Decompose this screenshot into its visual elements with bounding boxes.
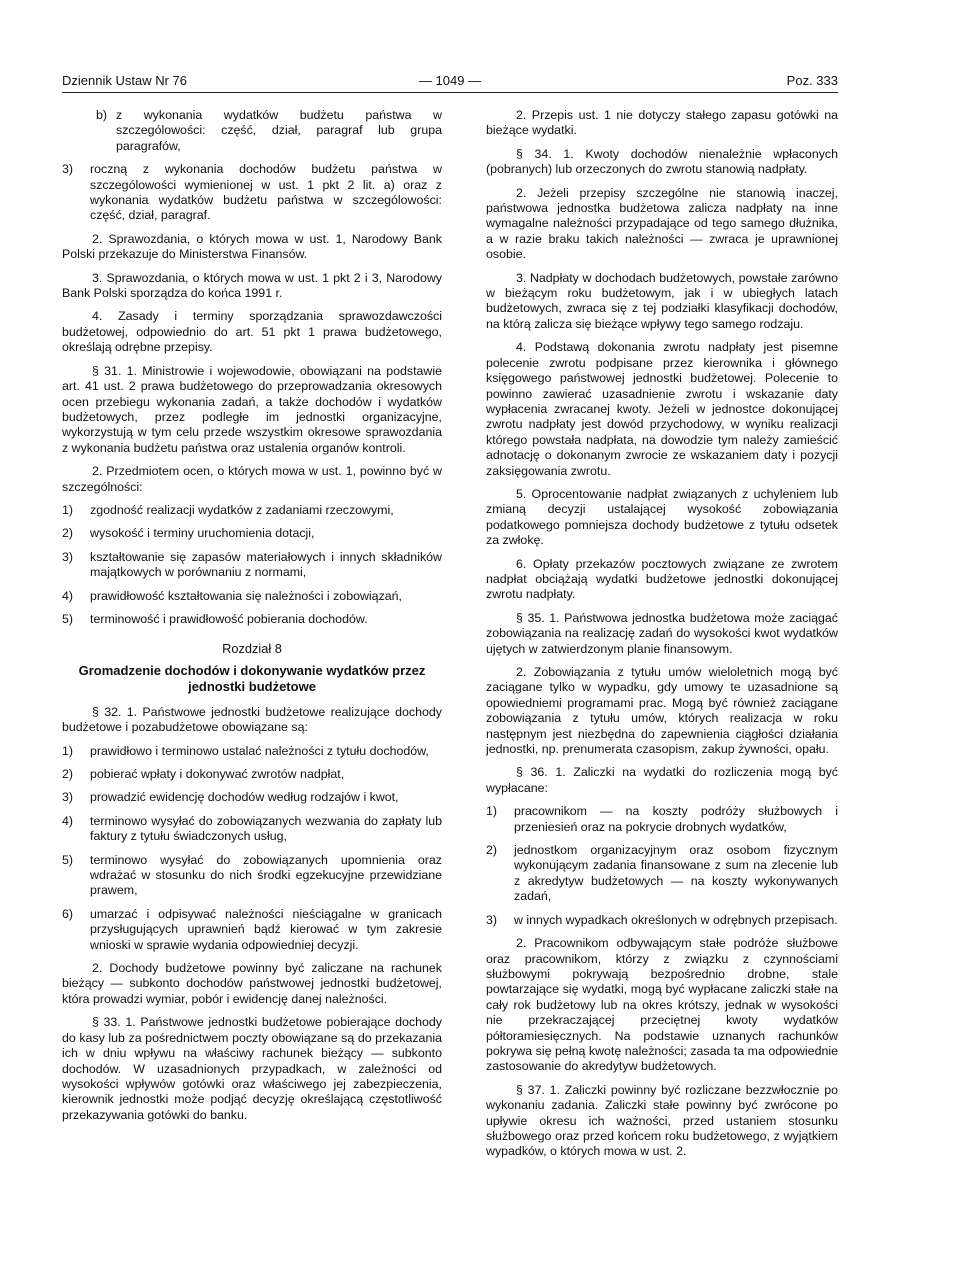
list-item	[62, 907, 442, 953]
section-34-3: 3. Nadpłaty w dochodach budżetowych, powstałe zarówno w bieżącym roku budżetowym, jak i w ubiegłych latach budżetowych, zwraca się z tej podziałki klasyfikacji dochodów, na którą zalicza się bieżące wpływy tego samego rodzaju.	[486, 270, 838, 331]
list-item-3	[62, 162, 442, 224]
item-number: 4)	[62, 588, 74, 603]
section-31-2: 2. Przedmiotem ocen, o których mowa w ust. 1, powinno być w szczególności:	[62, 464, 442, 494]
section-34-4: 4. Podstawą dokonania zwrotu nadpłaty jest pisemne polecenie zwrotu podpisane przez kierownika i głównego księgowego państwowej jednostki budżetowej. Polecenie to powinno zawierać uzasadnienie zwrotu i wskazanie daty wypłacenia zwracanej kwoty. Jeżeli w jednostce dokonującej zwrotu nadpłaty jest dowód przychodowy, w wyniku realizacji którego powstała nadpłata, na dowodzie tym należy zamieścić adnotację o dokonanym zwrocie ze wskazaniem daty i pozycji zaksięgowania zwrotu.	[486, 340, 838, 478]
item-number: 1)	[486, 804, 498, 819]
item-text: pobierać wpłaty i dokonywać zwrotów nadpłat,	[90, 767, 345, 781]
item-number: 3)	[486, 912, 498, 927]
list-item	[62, 550, 442, 581]
item-number: 3)	[62, 790, 74, 805]
list-item	[62, 503, 442, 518]
header-rule	[62, 92, 838, 93]
item-text: terminowo wysyłać do zobowiązanych wezwania do zapłaty lub faktury z tytułu świadczonych usług,	[90, 813, 442, 844]
item-text: terminowo wysyłać do zobowiązanych upomnienia oraz wdrażać w stosunku do nich środki egzekucyjne przewidziane prawem,	[90, 852, 442, 898]
item-text: jednostkom organizacyjnym oraz osobom fizycznym wykonującym zadania finansowane z sum na zlecenie lub z akredytyw budżetowych — na koszty wykonywanych zadań,	[514, 843, 838, 904]
section-32-1: § 32. 1. Państwowe jednostki budżetowe realizujące dochody budżetowe i pozabudżetowe obowiązane są:	[62, 704, 442, 735]
section-33-2: 2. Przepis ust. 1 nie dotyczy stałego zapasu gotówki na bieżące wydatki.	[486, 108, 838, 138]
item-number: 6)	[62, 906, 74, 921]
chapter-heading: Rozdział 8	[222, 641, 282, 657]
section-34-6: 6. Opłaty przekazów pocztowych związane ze zwrotem nadpłat obciążają wydatki budżetowe jednostki dokonującej zwrotu nadpłaty.	[486, 556, 838, 602]
item-number: 2)	[62, 526, 74, 541]
section-31-list	[62, 503, 442, 627]
page-number: — 1049 —	[418, 73, 482, 88]
list-item-b	[62, 108, 442, 154]
list-item	[62, 767, 442, 782]
section-33-1: § 33. 1. Państwowe jednostki budżetowe pobierające dochody do kasy lub za pośrednictwem poczty obowiązane są do przekazania ich w dniu wpływu na właściwy rachunek bieżący — subkonto dochodów. W uzasadnionych przypadkach, w zależności od wysokości wpływów gotówki oraz właściwego jej zabezpieczenia, kierownik jednostki może podjąć decyzję określającą częstotliwość przekazywania gotówki do banku.	[62, 1015, 442, 1122]
list-item	[62, 790, 442, 805]
list-item	[62, 814, 442, 845]
section-37-1: § 37. 1. Zaliczki powinny być rozliczane bezzwłocznie po wykonaniu zadania. Zaliczki stałe powinny być zwrócone po upływie okresu ich ważności, przed ustaniem stosunku służbowego oraz przed końcem roku budżetowego, z wyjątkiem wypadków, o których mowa w ust. 2.	[486, 1082, 838, 1159]
item-text: kształtowanie się zapasów materiałowych i innych składników majątkowych w porównaniu z normami,	[90, 549, 442, 580]
item-text: z wykonania wydatków budżetu państwa w szczególowości: część, dział, paragraf lub grupa paragrafów,	[116, 108, 442, 153]
list-item	[62, 589, 442, 604]
list-item	[62, 526, 442, 541]
journal-title: Dziennik Ustaw Nr 76	[62, 73, 187, 88]
list-item	[486, 843, 838, 905]
section-36-list	[486, 804, 838, 928]
list-item	[486, 804, 838, 835]
section-36-1: § 36. 1. Zaliczki na wydatki do rozliczenia mogą być wypłacane:	[486, 765, 838, 795]
item-number: 3)	[62, 549, 74, 564]
item-number: 5)	[62, 852, 74, 867]
item-number: 2)	[486, 843, 498, 858]
item-number: 5)	[62, 611, 74, 626]
list-item	[62, 612, 442, 627]
page-header	[62, 72, 838, 94]
item-text: zgodność realizacji wydatków z zadaniami rzeczowymi,	[90, 502, 394, 517]
section-35-1: § 35. 1. Państwowa jednostka budżetowa może zaciągać zobowiązania na realizację zadań do wysokości kwot wydatków ujętych w zatwierdzonym planie finansowym.	[486, 610, 838, 656]
section-34-1: § 34. 1. Kwoty dochodów nienależnie wpłaconych (pobranych) lub orzeczonych do zwrotu stanowią nadpłaty.	[486, 146, 838, 177]
item-text: roczną z wykonania dochodów budżetu państwa w szczególowości wymienionej w ust. 1 pkt 2 lit. a) oraz z wykonania wydatków budżetu państwa w szczególowości: część, dział, paragraf.	[90, 162, 442, 223]
item-text: pracownikom — na koszty podróży służbowych i przeniesień oraz na pokrycie drobnych wydatków,	[514, 804, 838, 834]
chapter-title: Gromadzenie dochodów i dokonywanie wydatków przez jednostki budżetowe	[78, 662, 426, 694]
section-35-2: 2. Zobowiązania z tytułu umów wieloletnich mogą być zaciągane tylko w wypadku, gdy umowy te uzasadnione są opowiedniemi programami prac. Mogą być również zaciągane zobowiązania z tytułu umów, których realizacja w roku następnym jest niezbędna do zapewnienia ciągłości działania jednostki, np. prenumerata czasopism, zakup żywności, opału.	[486, 665, 838, 757]
item-text: wysokość i terminy uruchomienia dotacji,	[90, 526, 315, 541]
item-number: 2)	[62, 767, 74, 781]
list-item	[62, 853, 442, 899]
item-text: prawidłowo i terminowo ustalać należności z tytułu dochodów,	[90, 743, 429, 758]
item-text: terminowość i prawidłowość pobierania dochodów.	[90, 611, 368, 626]
section-31-1: § 31. 1. Ministrowie i wojewodowie, obowiązani na podstawie art. 41 ust. 2 prawa budżetowego do przeprowadzania okresowych ocen przebiegu wykonania zadań, a także dochodów i wydatków budżetowych, przez podległe im jednostki organizacyjne, wykorzystują w tym celu przede wszystkim okresowe sprawozdania z wykonania budżetu państwa oraz ustalenia organów kontroli.	[62, 363, 442, 455]
item-number: 3)	[62, 162, 74, 177]
position-number: Poz. 333	[786, 73, 838, 88]
section-32-2: 2. Dochody budżetowe powinny być zaliczane na rachunek bieżący — subkonto dochodów państwowej jednostki budżetowej, która prowadzi wymiar, pobór i ewidencję danej należności.	[62, 961, 442, 1006]
item-text: prawidłowość kształtowania się należności i zobowiązań,	[90, 588, 402, 603]
section-34-2: 2. Jeżeli przepisy szczególne nie stanowią inaczej, państwowa jednostka budżetowa zalicza nadpłaty na inne wymagalne należności przypadające od tego samego dłużnika, a w razie braku takich należności — zwraca je uprawnionej osobie.	[486, 185, 838, 262]
item-text: w innych wypadkach określonych w odrębnych przepisach.	[514, 912, 838, 927]
list-item	[62, 744, 442, 759]
item-number: 1)	[62, 502, 74, 517]
section-32-list	[62, 744, 442, 953]
item-number: b)	[96, 108, 108, 122]
left-column	[62, 108, 442, 1131]
list-item	[486, 913, 838, 928]
paragraph-2: 2. Sprawozdania, o których mowa w ust. 1, Narodowy Bank Polski przekazuje do Ministerstwa Finansów.	[62, 231, 442, 262]
paragraph-3: 3. Sprawozdania, o których mowa w ust. 1 pkt 2 i 3, Narodowy Bank Polski sporządza do końca 1991 r.	[62, 270, 442, 301]
item-text: umarzać i odpisywać należności nieściągalne w granicach przysługujących uprawnień bądź kierować w tym zakresie wnioski w sprawie wydania odpowiedniej decyzji.	[90, 906, 442, 952]
paragraph-4: 4. Zasady i terminy sporządzania sprawozdawczości budżetowej, odpowiednio do art. 51 pkt 1 prawa budżetowego, określają odrębne przepisy.	[62, 309, 442, 355]
item-number: 1)	[62, 743, 74, 758]
section-36-2: 2. Pracownikom odbywającym stałe podróże służbowe oraz pracownikom, którzy z związku z czynnościami służbowymi pokrywają bezpośrednio drobne, stale powtarzające się wydatki, mogą być wypłacane zaliczki stałe na cały rok budżetowy lub na okres krótszy, jednak w wysokości nie przekraczającej przeciętnej kwoty wydatków półtoramiesięcznych. Na podstawie uznanych rachunków pokrywa się pełną kwotę należności; zasada ta ma odpowiednie zastosowanie do akredytyw budżetowych.	[486, 936, 838, 1074]
item-number: 4)	[62, 813, 74, 828]
section-34-5: 5. Oprocentowanie nadpłat związanych z uchyleniem lub zmianą decyzji ustalającej wysokość zobowiązania podatkowego pomniejsza dochody budżetowe z tytułu odsetek za zwłokę.	[486, 486, 838, 548]
item-text: prowadzić ewidencję dochodów według rodzajów i kwot,	[90, 790, 399, 805]
right-column	[486, 108, 838, 1168]
